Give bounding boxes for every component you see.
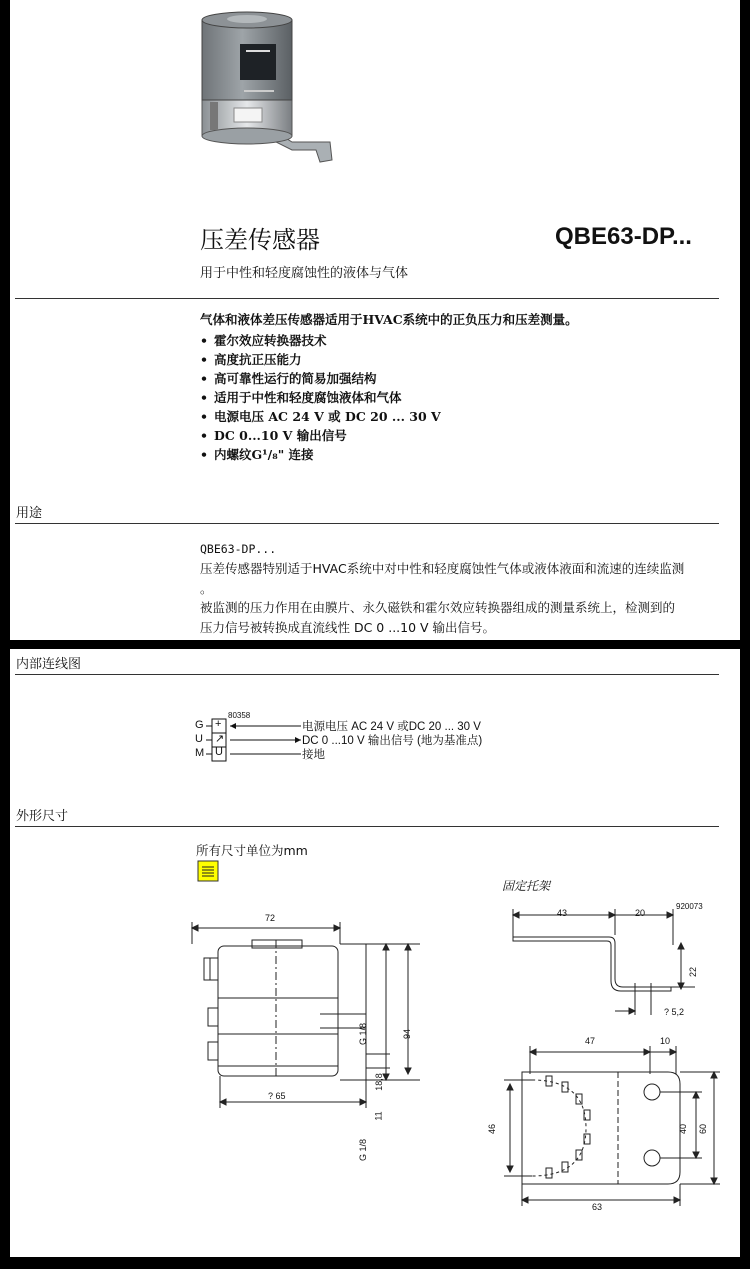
wiring-heading: 内部连线图 <box>16 657 82 672</box>
terminal-description: 电源电压 AC 24 V 或DC 20 ... 30 V <box>302 721 481 733</box>
unit-note: 所有尺寸单位为mm <box>196 843 308 858</box>
model-number: QBE63-DP... <box>555 223 692 250</box>
divider <box>15 523 719 524</box>
bracket-title: 固定托架 <box>502 879 551 893</box>
usage-text-end: 。 <box>200 581 213 596</box>
list-item: • 内螺纹G¹/₈" 连接 <box>200 445 441 464</box>
usage-text-line: 被监测的压力作用在由膜片、永久磁铁和霍尔效应转换器组成的测量系统上，检测到的 <box>200 600 676 615</box>
usage-text-line: 压差传感器特别适于HVAC系统中对中性和轻度腐蚀性气体或液体液面和流速的连续监测 <box>200 561 685 576</box>
bracket-plate-drawing <box>490 1034 720 1254</box>
dim-hole: ? 5,2 <box>664 1007 685 1017</box>
terminal-label: M <box>195 747 205 759</box>
divider <box>15 674 719 675</box>
terminal-description: DC 0 ...10 V 输出信号 (地为基准点) <box>302 735 483 747</box>
dim-top-height: 22 <box>688 966 699 978</box>
page-title: 压差传感器 <box>200 226 320 254</box>
list-item: • 霍尔效应转换器技术 <box>200 331 441 350</box>
dimensions-heading: 外形尺寸 <box>16 809 69 824</box>
dim-top-flange: 20 <box>635 908 646 918</box>
dim-height: 94 <box>402 1028 413 1040</box>
list-item: • 高可靠性运行的简易加强结构 <box>200 369 441 388</box>
dim-plate-flange: 10 <box>660 1036 671 1046</box>
dim-top-len: 43 <box>557 908 568 918</box>
page-subtitle: 用于中性和轻度腐蚀性的液体与气体 <box>200 266 409 281</box>
usage-text-line: 压力信号被转换成直流线性 DC 0 ...10 V 输出信号。 <box>200 620 496 635</box>
dim-hole-pitch: 40 <box>678 1123 689 1135</box>
list-item: • 适用于中性和轻度腐蚀液体和气体 <box>200 388 441 407</box>
usage-model: QBE63-DP... <box>200 542 277 556</box>
dim-plate-len: 47 <box>585 1036 596 1046</box>
terminal-label: G <box>195 719 204 731</box>
datasheet-top-panel <box>10 0 740 640</box>
terminal-symbol: ↗ <box>215 733 225 745</box>
dim-diameter: ? 65 <box>268 1091 286 1101</box>
datasheet-bottom-panel <box>10 649 740 1257</box>
dim-gap-b: 11 <box>373 1111 384 1121</box>
terminal-symbol: + <box>215 718 222 730</box>
terminal-description: 接地 <box>302 749 325 761</box>
list-item: • DC 0...10 V 输出信号 <box>200 426 441 445</box>
product-photo <box>180 10 340 170</box>
terminal-label: U <box>195 733 203 745</box>
dim-thread-bottom: G 1/8 <box>358 1138 369 1162</box>
usage-heading: 用途 <box>16 506 43 521</box>
dim-thread-top: G 1/8 <box>358 1022 369 1046</box>
divider <box>15 826 719 827</box>
dim-gap-a: 18,8 <box>373 1073 384 1091</box>
dim-total-height: 60 <box>698 1123 709 1135</box>
note-icon <box>197 860 219 882</box>
drawing-code: 920073 <box>676 902 703 911</box>
feature-list <box>200 331 441 464</box>
list-item: • 高度抗正压能力 <box>200 350 441 369</box>
sensor-dimension-drawing <box>190 904 420 1244</box>
dim-total-width: 63 <box>592 1202 603 1212</box>
list-item: • 电源电压 AC 24 V 或 DC 20 ... 30 V <box>200 407 441 426</box>
dim-width: 72 <box>265 913 276 923</box>
diagram-code: 80358 <box>228 711 251 720</box>
dim-plate-height: 46 <box>487 1123 498 1135</box>
terminal-symbol: U <box>215 746 223 758</box>
divider <box>15 298 719 299</box>
intro-lead: 气体和液体差压传感器适用于HVAC系统中的正负压力和压差测量。 <box>200 312 578 327</box>
